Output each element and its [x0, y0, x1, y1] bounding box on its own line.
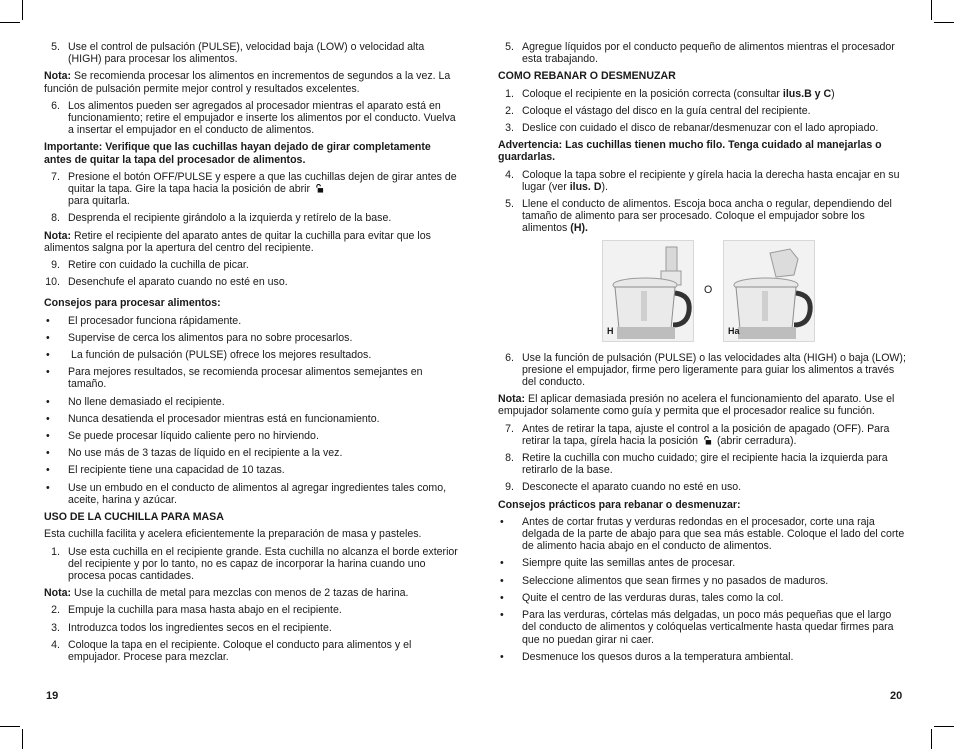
step-number: 5. [51, 41, 60, 53]
figure-label: H [607, 326, 614, 337]
step-text: Retire con cuidado la cuchilla de picar. [68, 259, 249, 272]
step-item [498, 352, 908, 389]
step-number: 6. [51, 99, 60, 112]
unlock-icon [703, 436, 712, 445]
crop-mark [0, 22, 20, 23]
note-paragraph [44, 70, 458, 94]
bullet-text: Desmenuce los quesos duros a la temperatura ambiental. [522, 650, 794, 663]
step-item [44, 604, 458, 616]
figure-reference: (H). [570, 222, 588, 235]
bullet-glyph: • [500, 557, 504, 570]
important-note: Importante: Verifique que las cuchillas hayan dejado de girar completamente antes de quitar la tapa del procesador de alimentos. [44, 141, 431, 166]
step-text: (abrir cerradura). [716, 434, 797, 447]
bullet-glyph: • [500, 591, 504, 604]
step-item [498, 481, 908, 493]
bullet-item [44, 482, 458, 506]
bullet-text: No llene demasiado el recipiente. [68, 395, 225, 408]
figure-ha [723, 240, 815, 342]
step-text: Desconecte el aparato cuando no esté en uso. [522, 481, 742, 494]
bullet-item [498, 516, 908, 553]
step-text: Use la función de pulsación (PULSE) o las velocidades alta (HIGH) o baja (LOW); presione el empujador, firme pero ligeramente para guiar los alimentos a través del conducto. [522, 351, 906, 389]
bullet-text: Use un embudo en el conducto de alimentos al agregar ingredientes tales como, aceite, harina y azúcar. [68, 481, 447, 506]
section-heading: Consejos para procesar alimentos: [44, 297, 221, 310]
figure-row [498, 240, 908, 342]
right-page-column [498, 41, 908, 668]
step-number: 5. [505, 198, 514, 211]
bullet-item [498, 592, 908, 604]
figure-or-separator: O [704, 283, 713, 296]
step-item [44, 639, 458, 663]
note-text: Use la cuchilla de metal para mezclas con menos de 2 tazas de harina. [71, 587, 409, 600]
step-text: Los alimentos pueden ser agregados al procesador mientras el aparato está en funcionamiento; retire el empujador e inserte los alimentos por el conducto. Vuelva a insertar el empujador en el conducto de alimentos. [68, 99, 456, 137]
bullet-item [44, 315, 458, 327]
crop-mark [931, 0, 932, 20]
crop-mark [0, 726, 20, 727]
step-number: 9. [51, 259, 60, 272]
step-number: 8. [505, 452, 514, 465]
crop-mark [934, 726, 954, 727]
step-number: 1. [51, 545, 60, 558]
section-heading: USO DE LA CUCHILLA PARA MASA [44, 511, 224, 524]
step-item [498, 423, 908, 447]
step-number: 7. [51, 170, 60, 183]
bullet-text: Seleccione alimentos que sean firmes y no pasados de maduros. [522, 574, 829, 587]
step-text: Coloque la tapa en el recipiente. Coloque el conducto para alimentos y el empujador. Procese para mezclar. [68, 638, 412, 663]
bullet-item [44, 447, 458, 459]
bullet-glyph: • [46, 349, 50, 362]
bullet-text: No use más de 3 tazas de líquido en el recipiente a la vez. [68, 447, 343, 460]
bullet-item [498, 651, 908, 663]
bullet-item [44, 430, 458, 442]
left-page-column [44, 41, 458, 668]
figure-reference: ilus. D [569, 180, 602, 193]
step-text: Desenchufe el aparato cuando no esté en uso. [68, 276, 288, 289]
bullet-item [44, 332, 458, 344]
crop-mark [22, 0, 23, 20]
step-text: Agregue líquidos por el conducto pequeño de alimentos mientras el procesador esta trabajando. [522, 41, 895, 66]
step-number: 9. [505, 481, 514, 494]
step-text: Coloque la tapa sobre el recipiente y gírela hacia la derecha hasta encajar en su lugar (ver [522, 168, 900, 193]
figure-h [602, 240, 694, 342]
step-text: Presione el botón OFF/PULSE y espere a que las cuchillas dejen de girar antes de quitar la tapa. Gire la tapa hacia la posición de abrir [68, 170, 457, 196]
bullet-item [498, 575, 908, 587]
bullet-text: Para mejores resultados, se recomienda procesar alimentos semejantes en tamaño. [68, 366, 423, 391]
note-paragraph [44, 587, 458, 599]
step-item [498, 88, 908, 100]
bullet-glyph: • [46, 430, 50, 443]
step-number: 7. [505, 422, 514, 435]
note-text: Se recomienda procesar los alimentos en incrementos de segundos a la vez. La función de pulsación permite mejor control y resultados excelentes. [44, 70, 451, 95]
bullet-item [498, 609, 908, 646]
step-item [498, 169, 908, 193]
bullet-item [44, 413, 458, 425]
section-heading: Consejos prácticos para rebanar o desmenuzar: [498, 498, 741, 511]
intro-paragraph: Esta cuchilla facilita y acelera eficientemente la preparación de masa y pasteles. [44, 528, 422, 541]
step-text: Llene el conducto de alimentos. Escoja boca ancha o regular, dependiendo del tamaño de alimento para ser procesado. Coloque el empujador sobre los alimentos [522, 198, 892, 235]
step-item [498, 105, 908, 117]
step-text: Empuje la cuchilla para masa hasta abajo en el recipiente. [68, 604, 342, 617]
note-text: El aplicar demasiada presión no acelera el funcionamiento del aparato. Use el empujador solamente como guía y permita que el procesador realice su función. [498, 393, 895, 418]
bullet-glyph: • [46, 447, 50, 460]
step-number: 3. [505, 122, 514, 135]
step-item [44, 171, 458, 208]
bullet-glyph: • [500, 650, 504, 663]
bullet-text: Supervise de cerca los alimentos para no sobre procesarlos. [68, 331, 353, 344]
bullet-glyph: • [500, 609, 504, 622]
bullet-text: Nunca desatienda el procesador mientras está en funcionamiento. [68, 412, 380, 425]
step-item [44, 259, 458, 271]
crop-mark [931, 729, 932, 749]
step-text: Coloque el vástago del disco en la guía central del recipiente. [522, 104, 811, 117]
step-text: Deslice con cuidado el disco de rebanar/desmenuzar con el lado apropiado. [522, 122, 879, 135]
step-number: 3. [51, 621, 60, 634]
step-number: 4. [505, 168, 514, 181]
bullet-text: Quite el centro de las verduras duras, tales como la col. [522, 591, 784, 604]
warning-note: Advertencia: Las cuchillas tienen mucho filo. Tenga cuidado al manejarlas o guardarlas. [498, 139, 882, 164]
step-item [44, 276, 458, 288]
step-number: 10. [45, 276, 60, 289]
bullet-item [44, 464, 458, 476]
bullet-item [44, 396, 458, 408]
figure-reference: ilus.B y C [782, 87, 832, 100]
step-item [44, 100, 458, 137]
step-text: ) [831, 87, 835, 100]
bullet-item [44, 366, 458, 390]
step-item [44, 41, 458, 65]
step-item [498, 452, 908, 476]
unlock-icon [315, 184, 324, 193]
step-text: Coloque el recipiente en la posición correcta (consultar [522, 87, 783, 100]
step-text: Introduzca todos los ingredientes secos en el recipiente. [68, 621, 332, 634]
step-item [498, 198, 908, 235]
bullet-text: Siempre quite las semillas antes de procesar. [522, 557, 736, 570]
step-number: 1. [505, 87, 514, 100]
step-number: 2. [51, 604, 60, 617]
bullet-text: Antes de cortar frutas y verduras redondas en el procesador, corte una raja delgada de la parte de abajo para que sea más estable. Coloque el lado del corte de alimento hacia abajo en el conducto de alimentos. [522, 515, 905, 553]
step-text: Desprenda el recipiente girándolo a la izquierda y retírelo de la base. [68, 212, 392, 225]
note-text: Retire el recipiente del aparato antes de quitar la cuchilla para evitar que los alimentos salgna por la apertura del centro del recipiente. [44, 229, 431, 254]
crop-mark [934, 22, 954, 23]
bullet-glyph: • [46, 412, 50, 425]
step-item [498, 41, 908, 65]
bullet-text: Para las verduras, córtelas más delgadas, un poco más pequeñas que el largo del conducto de alimentos y colóquelas verticalmente hasta quedar firmes para que no puedan girar ni caer. [522, 609, 894, 646]
bullet-glyph: • [500, 574, 504, 587]
step-text: Retire la cuchilla con mucho cuidado; gire el recipiente hacia la izquierda para retirarlo de la base. [522, 452, 888, 477]
step-number: 8. [51, 212, 60, 225]
step-text: Use el control de pulsación (PULSE), velocidad baja (LOW) o velocidad alta (HIGH) para procesar los alimentos. [68, 41, 425, 66]
step-text: Antes de retirar la tapa, ajuste el control a la posición de apagado (OFF). Para retirar la tapa, gírela hacia la posición [522, 422, 890, 447]
step-text: para quitarla. [68, 195, 130, 208]
bullet-text: El recipiente tiene una capacidad de 10 tazas. [68, 464, 285, 477]
step-text: Use esta cuchilla en el recipiente grande. Esta cuchilla no alcanza el borde exterior del recipiente y por lo tanto, no es capaz de incorporar la harina cuando uno procesa pocas cantidades. [68, 545, 458, 582]
bullet-text: El procesador funciona rápidamente. [68, 314, 242, 327]
bullet-glyph: • [46, 366, 50, 379]
figure-label: Ha [728, 326, 740, 337]
bullet-item [498, 557, 908, 569]
step-number: 2. [505, 104, 514, 117]
step-item [44, 546, 458, 583]
bullet-glyph: • [500, 515, 504, 528]
bullet-glyph: • [46, 481, 50, 494]
note-label: Nota: [44, 229, 72, 242]
step-item [44, 622, 458, 634]
step-text: ). [601, 180, 608, 193]
bullet-text: Se puede procesar líquido caliente pero no hirviendo. [68, 430, 319, 443]
crop-mark [22, 729, 23, 749]
step-number: 5. [505, 41, 514, 53]
bullet-glyph: • [46, 464, 50, 477]
bullet-glyph: • [46, 395, 50, 408]
section-heading: COMO REBANAR O DESMENUZAR [498, 70, 676, 83]
bullet-glyph: • [46, 314, 50, 327]
bullet-item [44, 349, 458, 361]
step-item [498, 122, 908, 134]
page-number-left: 19 [46, 690, 59, 702]
note-paragraph [498, 393, 908, 417]
page-number-right: 20 [890, 690, 903, 702]
bullet-text: La función de pulsación (PULSE) ofrece los mejores resultados. [68, 349, 372, 362]
note-label: Nota: [498, 393, 526, 406]
bullet-glyph: • [46, 331, 50, 344]
note-label: Nota: [44, 587, 72, 600]
step-number: 4. [51, 638, 60, 651]
note-label: Nota: [44, 70, 72, 83]
step-number: 6. [505, 351, 514, 364]
step-item [44, 212, 458, 224]
food-processor-illustration [603, 241, 693, 341]
note-paragraph [44, 230, 458, 254]
